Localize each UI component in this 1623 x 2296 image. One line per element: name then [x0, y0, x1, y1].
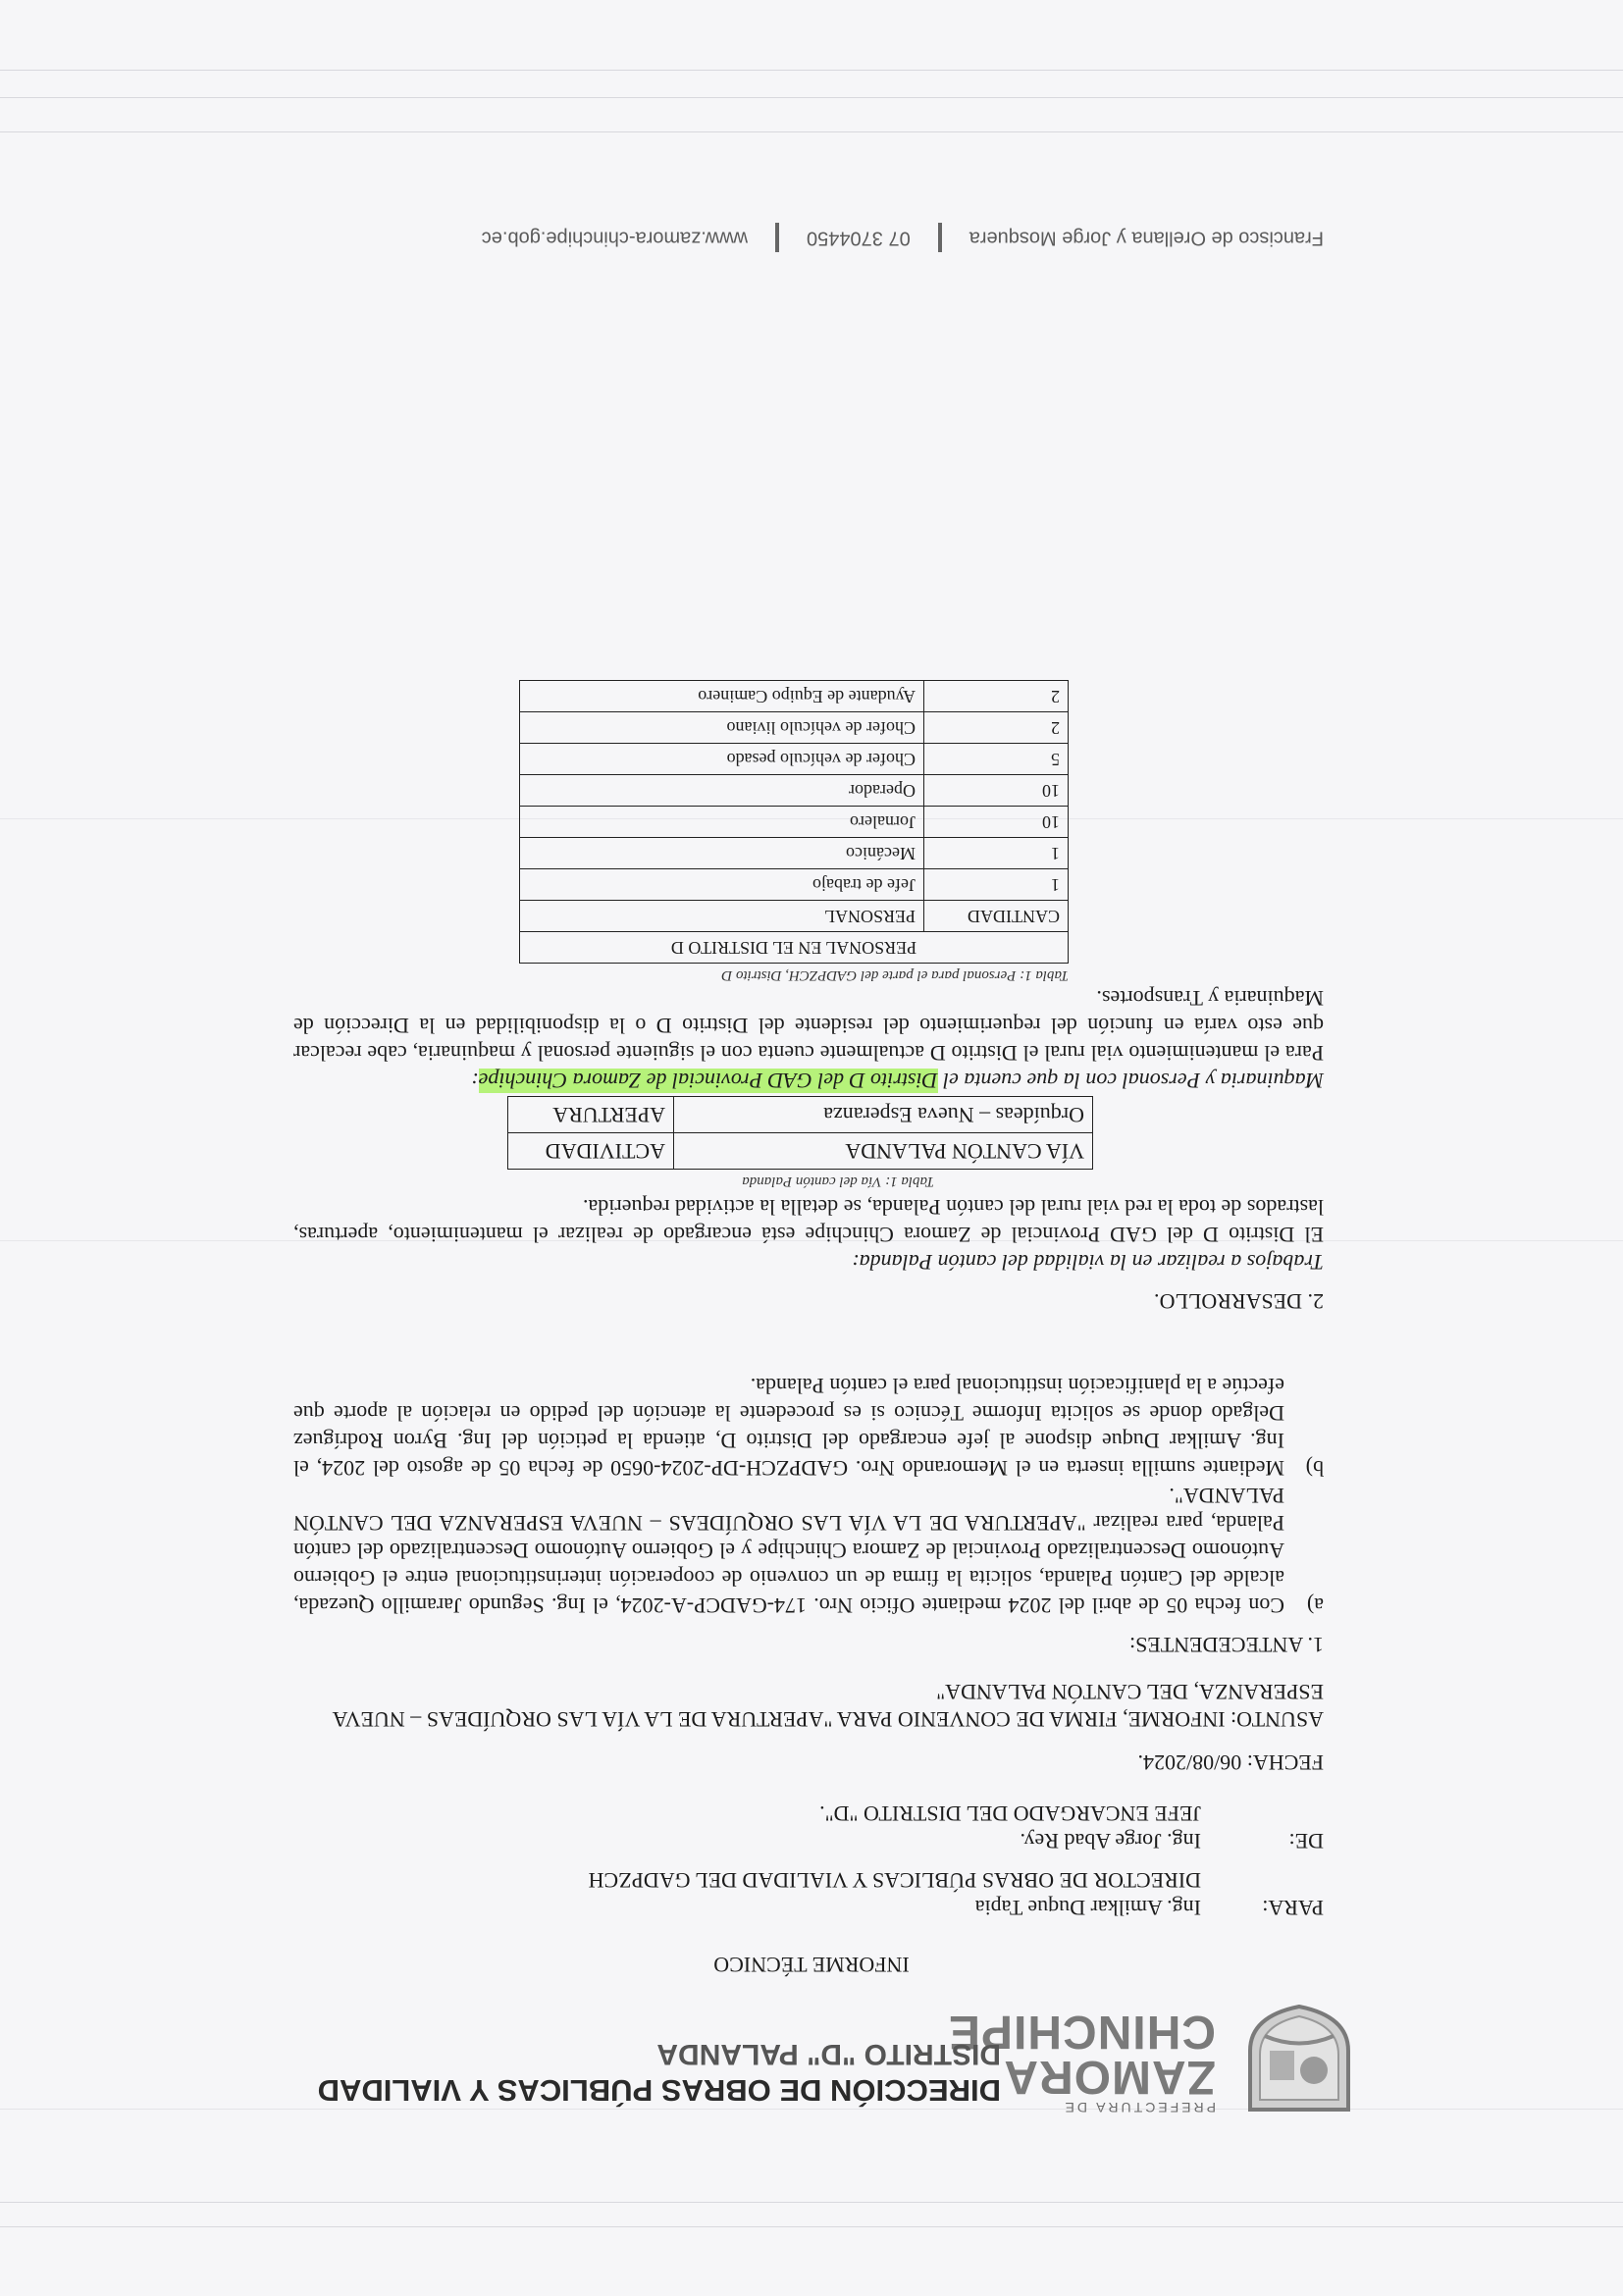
subheading-maquinaria-colon: : [471, 1069, 479, 1093]
table-cell: 5 [924, 744, 1069, 775]
table-cell: 2 [924, 712, 1069, 744]
table-cell: Jornalero [520, 807, 924, 838]
table-row [520, 712, 1069, 744]
table-header-cell: VÍA CANTÓN PALANDA [674, 1133, 1093, 1170]
asunto-line1: ASUNTO: INFORME, FIRMA DE CONVENIO PARA "APERTURA DE LA VÍA LAS ORQUÍDEAS – NUEVA [332, 1707, 1324, 1732]
table-row [520, 869, 1069, 901]
prefecture-crest-icon [1230, 2002, 1368, 2119]
footer-separator [938, 223, 942, 252]
item-b-text: Mediante sumilla inserta en el Memorando Nro. GADPZCH-DP-2024-0650 de fecha 05 de agosto del 2024, el Ing. Amilkar Duque dispone al jefe encargado del Distrito D, atienda la petición del Ing. Byron Rodríguez Delgado donde se solicita Informe Técnico si es procedente la atención del pedido en relación al aporte que efectúe a la planificación institucional para el cantón Palanda. [293, 1374, 1284, 1481]
para-name: Ing. Amilkar Duque Tapia [974, 1896, 1201, 1920]
subheading-trabajos: Trabajos a realizar en la vialidad del cantón Palanda: [852, 1250, 1324, 1275]
table-cell: Ayudante de Equipo Caminero [520, 681, 924, 712]
item-a-text: Con fecha 05 de abril del 2024 mediante Oficio Nro. 174-GADCP-A-2024, el Ing. Segundo Jaramillo Quezada, alcalde del Cantón Palanda, solicita la firma de un convenio de cooperación interinstitucional entre el Gobierno Autónomo Descentralizado Provincial de Zamora Chinchipe y el Gobierno Autónomo Descentralizado del cantón Palanda, para realizar "APERTURA DE LA VÍA LAS ORQUÍDEAS – NUEVA ESPERANZA DEL CANTÓN PALANDA". [293, 1484, 1284, 1618]
table-row [508, 1097, 1093, 1133]
table-row [520, 807, 1069, 838]
subheading-maquinaria-text: Maquinaria y Personal con la que cuenta el [937, 1069, 1324, 1093]
table-row [520, 775, 1069, 807]
footer [482, 223, 1324, 252]
item-b-label: b) [1305, 1456, 1324, 1481]
table-cell: Chofer de vehículo liviano [520, 712, 924, 744]
document-title: INFORME TÉCNICO [713, 1953, 910, 1977]
table-cell: 10 [924, 775, 1069, 807]
footer-address: Francisco de Orellana y Jorge Mosquera [969, 227, 1324, 249]
section-heading-desarrollo: 2. DESARROLLO. [1154, 1289, 1324, 1314]
para-role: DIRECTOR DE OBRAS PÚBLICAS Y VIALIDAD DEL GADPZCH [588, 1868, 1201, 1893]
table-title-cell: PERSONAL EN EL DISTRITO D [520, 932, 1069, 964]
section-heading-antecedentes: 1. ANTECEDENTES: [1129, 1633, 1324, 1657]
table-header-row [508, 1133, 1093, 1170]
footer-website: www.zamora-chinchipe.gob.ec [481, 227, 749, 249]
para-label: PARA: [1262, 1896, 1324, 1920]
item-a-label: a) [1306, 1593, 1324, 1618]
table-via-canton [507, 1096, 1093, 1170]
asunto-line2: ESPERANZA, DEL CANTÓN PALANDA" [936, 1680, 1324, 1704]
paragraph-maquinaria: Para el mantenimiento vial rural el Distrito D actualmente cuenta con el siguiente personal y maquinaria, cabe recalcar que esto varía en función del requerimiento del residente del Distrito D o la disponibilidad en la Dirección de Maquinaria y Transportes. [293, 986, 1324, 1066]
table-cell: 1 [924, 838, 1069, 869]
table-row [520, 838, 1069, 869]
table-cell: Jefe de trabajo [520, 869, 924, 901]
de-label: DE: [1288, 1829, 1324, 1853]
table-cell: APERTURA [508, 1097, 674, 1133]
paragraph-trabajos: El Distrito D del GAD Provincial de Zamora Chinchipe está encargado de realizar el mantenimiento, aperturas, lastrados de toda la red vial rural del cantón Palanda, se detalla la actividad requerida. [293, 1195, 1324, 1247]
de-role: JEFE ENCARGADO DEL DISTRITO "D". [819, 1801, 1201, 1826]
subheading-maquinaria [471, 1067, 1324, 1094]
table-row [520, 744, 1069, 775]
table-header-row [520, 901, 1069, 932]
table-cell: Operador [520, 775, 924, 807]
logo-chinchipe-text: CHINCHIPE [947, 2006, 1216, 2058]
table-cell: 1 [924, 869, 1069, 901]
logo-prefectura-text: PREFECTURA DE [1062, 2100, 1216, 2115]
highlighted-text: Distrito D del GAD Provincial de Zamora Chinchipe [478, 1069, 938, 1093]
table1-caption: Tabla 1: Vía del cantón Palanda [742, 1174, 934, 1189]
table-cell: Orquídeas – Nueva Esperanza [674, 1097, 1093, 1133]
table-row [520, 681, 1069, 712]
footer-separator [775, 223, 779, 252]
table-header-cell: PERSONAL [520, 901, 924, 932]
table2-caption: Tabla 1: Personal para el parte del GADPZCH, Distrito D [721, 967, 1069, 983]
table-header-cell: CANTIDAD [924, 901, 1069, 932]
logo-zamora-text: ZAMORA [1003, 2051, 1216, 2103]
table-cell: 10 [924, 807, 1069, 838]
footer-phone: 07 3704450 [807, 227, 911, 249]
table-personal [519, 680, 1069, 964]
de-name: Ing. Jorge Abad Rey. [1020, 1829, 1201, 1853]
table-header-cell: ACTIVIDAD [508, 1133, 674, 1170]
table-cell: Mecánico [520, 838, 924, 869]
header-subtitle: DISTRITO "D" PALANDA [656, 2038, 1001, 2070]
table-title-row [520, 932, 1069, 964]
table-cell: 2 [924, 681, 1069, 712]
table-cell: Chofer de vehículo pesado [520, 744, 924, 775]
fecha: FECHA: 06/08/2024. [1137, 1750, 1324, 1775]
header-title: DIRECCIÓN DE OBRAS PÚBLICAS Y VIALIDAD [317, 2073, 1001, 2108]
